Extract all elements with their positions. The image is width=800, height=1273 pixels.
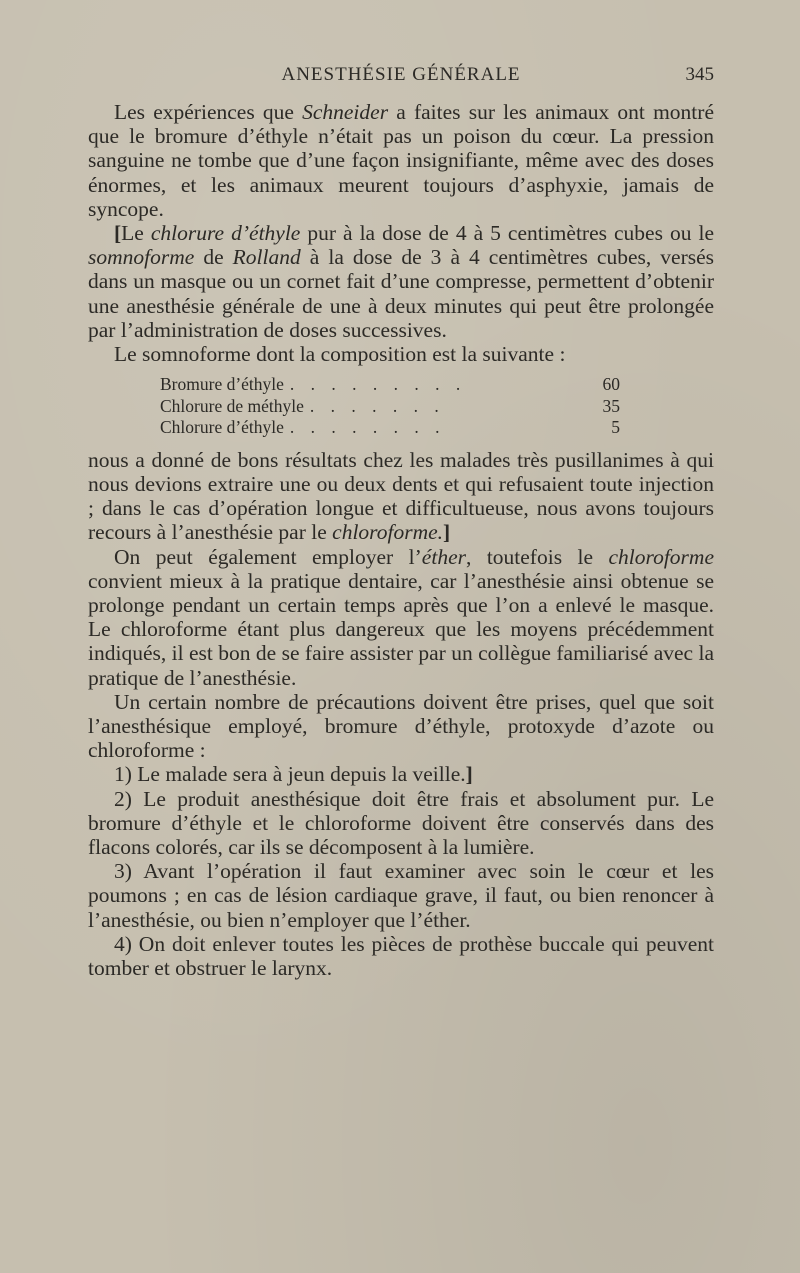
- formula-ingredient: Chlorure d’éthyle: [160, 417, 284, 438]
- paragraph-3: Le somnoforme dont la composition est la suivante :: [114, 342, 566, 367]
- paragraph-5-text-a: On peut également employer l’: [114, 544, 422, 569]
- page-number: 345: [685, 64, 714, 85]
- running-title: ANESTHÉSIE GÉNÉRALE: [281, 64, 521, 85]
- formula-leader-dots: . . . . . . . .: [289, 417, 446, 438]
- paragraph-1-text-a: Les expériences que: [114, 100, 303, 124]
- paragraph-2-text-c: de: [194, 245, 233, 270]
- formula-leader-dots: . . . . . . . . .: [289, 374, 467, 395]
- paragraph-5-text-b: , toutefois le: [465, 544, 609, 569]
- bracket-close: ]: [465, 762, 473, 787]
- paragraph-2: [88, 221, 714, 342]
- body-text: [88, 100, 714, 980]
- paragraph-5-text-c: convient mieux à la pratique dentaire, car l’anesthésie ainsi obtenue se prolonge pendant un certain temps après que l’on a enlevé le masque. Le chloroforme étant plus dangereux que les moyens précédemment indiqués, il est bon de se faire assister par un collègue familiarisé avec la pratique de l’anesthésie.: [88, 568, 714, 690]
- paragraph-1: [88, 100, 714, 221]
- paragraph-4-text-a: nous a donné de bons résultats chez les malades très pusillanimes à qui nous devions extraire une ou deux dents et qui refusaient toute injection ; dans le cas d’opération longue et difficultueuse, nous avons toujours recours à l’anesthésie par le: [88, 447, 714, 545]
- paragraph-2-text-b: pur à la dose de 4 à 5 centimètres cubes ou le: [300, 221, 714, 246]
- paragraph-2-text-a: Le: [121, 221, 151, 246]
- precaution-2: 2) Le produit anesthésique doit être frais et absolument pur. Le bromure d’éthyle et le chloroforme doivent être conservés dans des flacons colorés, car ils se décomposent à la lumière.: [88, 786, 714, 859]
- formula-quantity: 5: [611, 417, 620, 438]
- precaution-4: 4) On doit enlever toutes les pièces de prothèse buccale qui peuvent tomber et obstruer le larynx.: [88, 931, 714, 980]
- precaution-1: [88, 762, 714, 786]
- formula-ingredient: Bromure d’éthyle: [160, 374, 284, 395]
- precaution-3: 3) Avant l’opération il faut examiner avec soin le cœur et les poumons ; en cas de lésion cardiaque grave, il faut, ou bien renoncer à l’anesthésie, ou bien n’employer que l’éther.: [88, 859, 714, 932]
- formula-row: [160, 417, 620, 439]
- paragraph-2-text-d: à la dose de 3 à 4 centimètres cubes, versés dans un masque ou un cornet fait d’une compresse, permettent d’obtenir une anesthésie générale de une à deux minutes qui peut être prolongée par l’administration de doses successives.: [88, 245, 715, 342]
- formula-quantity: 60: [602, 374, 620, 395]
- paragraph-1-text-b: a faites sur les animaux ont montré que le bromure d’éthyle n’était pas un poison du cœur. La pression sanguine ne tombe que d’une façon insignifiante, même avec des doses énormes, et les animaux meurent toujours d’asphyxie, jamais de syncope.: [88, 100, 714, 221]
- page-header: [88, 64, 714, 90]
- formula-ingredient: Chlorure de méthyle: [160, 395, 304, 416]
- paragraph-6: Un certain nombre de précautions doivent être prises, quel que soit l’anesthésique employé, bromure d’éthyle, protoxyde d’azote ou chloroforme :: [88, 689, 714, 763]
- author-name-schneider: Schneider: [302, 100, 389, 124]
- bracket-close: ]: [443, 520, 451, 545]
- somnoforme-formula: [88, 374, 620, 439]
- agent-somnoforme: somnoforme: [88, 245, 195, 270]
- paragraph-4: [88, 448, 714, 545]
- agent-chloroforme: chloroforme: [608, 544, 714, 569]
- author-name-rolland: Rolland: [232, 245, 301, 270]
- agent-ether: éther: [421, 544, 466, 569]
- formula-row: [160, 396, 620, 418]
- precaution-1-text: 1) Le malade sera à jeun depuis la veille.: [114, 762, 466, 787]
- formula-row: [160, 374, 620, 396]
- paragraph-5: [88, 545, 714, 690]
- bracket-open: [: [114, 221, 122, 246]
- formula-quantity: 35: [602, 395, 620, 416]
- formula-leader-dots: . . . . . . .: [309, 395, 445, 416]
- agent-chlorure-ethyle: chlorure d’éthyle: [150, 221, 301, 246]
- agent-chloroforme: chloroforme.: [332, 520, 444, 545]
